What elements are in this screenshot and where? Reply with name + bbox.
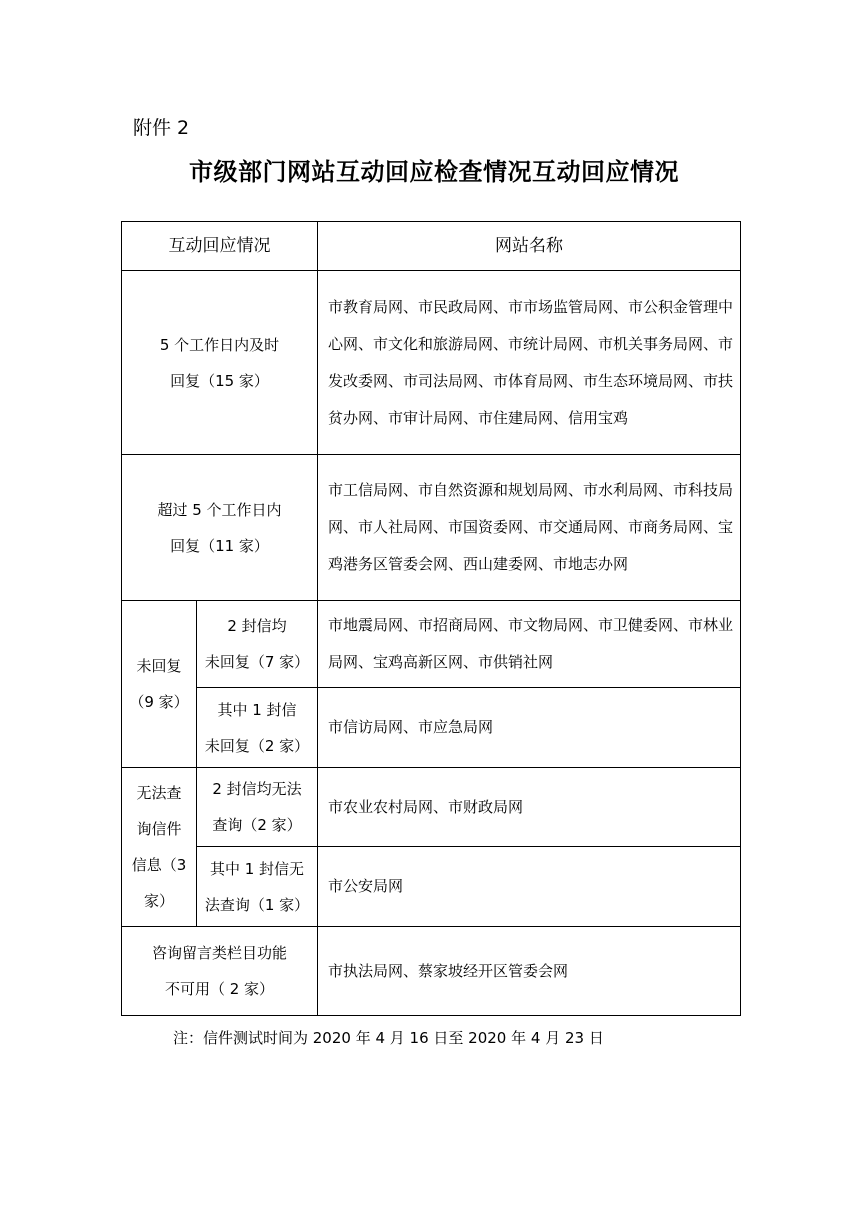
status-line: 查询（2 家） [212,816,302,834]
sub-status-cell [197,768,318,847]
group-line: 未回复 [136,657,182,675]
page-title: 市级部门网站互动回应检查情况互动回应情况 [189,157,679,186]
header-sites: 网站名称 [318,222,741,271]
status-line: 2 封信均无法 [212,780,302,798]
group-cell-no-reply [122,601,197,768]
group-cell-no-query [122,768,197,927]
sub-status-cell [197,601,318,688]
table-header-row [122,222,741,271]
status-line: 其中 1 封信 [217,700,297,719]
sites-cell: 市公安局网 [318,847,741,927]
sites-cell: 市农业农村局网、市财政局网 [318,768,741,847]
group-line: 无法查 [136,784,182,802]
attachment-label: 附件 2 [133,117,190,139]
status-line: 未回复（2 家） [204,736,310,755]
table-row [122,847,741,927]
status-line: 5 个工作日内及时 [159,335,280,354]
table-row [122,688,741,768]
status-line: 未回复（7 家） [204,653,310,671]
status-line: 咨询留言类栏目功能 [151,944,287,962]
table-row [122,927,741,1016]
group-line: （9 家） [129,693,189,711]
footnote: 注：信件测试时间为 2020 年 4 月 16 日至 2020 年 4 月 23 日 [173,1029,604,1047]
status-line: 其中 1 封信无 [209,859,305,878]
status-cell [122,455,318,601]
table-row [122,271,741,455]
status-cell [122,271,318,455]
results-table [121,221,741,1016]
status-cell [122,927,318,1016]
group-line: 询信件 [136,820,182,838]
sub-status-cell [197,688,318,768]
table-row [122,455,741,601]
sites-cell: 市工信局网、市自然资源和规划局网、市水利局网、市科技局网、市人社局网、市国资委网、市交通局网、市商务局网、宝鸡港务区管委会网、西山建委网、市地志办网 [318,455,741,601]
group-line: 信息（3 [131,856,187,874]
header-status: 互动回应情况 [122,222,318,271]
status-line: 超过 5 个工作日内 [157,500,282,519]
status-line: 2 封信均 [227,617,287,635]
sites-cell: 市教育局网、市民政局网、市市场监管局网、市公积金管理中心网、市文化和旅游局网、市统计局网、市机关事务局网、市发改委网、市司法局网、市体育局网、市生态环境局网、市扶贫办网、市审计局网、市住建局网、信用宝鸡 [318,271,741,455]
sites-cell: 市执法局网、蔡家坡经开区管委会网 [318,927,741,1016]
sites-cell: 市信访局网、市应急局网 [318,688,741,768]
group-line: 家） [143,892,174,910]
status-line: 回复（15 家） [170,371,269,390]
table-row [122,601,741,688]
status-line: 不可用（ 2 家） [164,980,275,998]
table-row [122,768,741,847]
status-line: 回复（11 家） [170,536,269,555]
sites-cell: 市地震局网、市招商局网、市文物局网、市卫健委网、市林业局网、宝鸡高新区网、市供销社网 [318,601,741,688]
status-line: 法查询（1 家） [204,895,310,914]
sub-status-cell [197,847,318,927]
